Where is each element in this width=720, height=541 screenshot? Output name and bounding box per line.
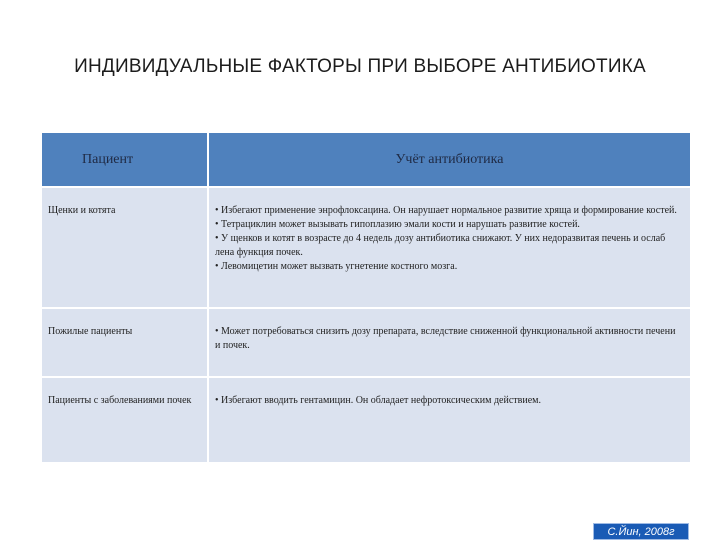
antibiotic-factors-table bbox=[42, 133, 692, 462]
slide-title: ИНДИВИДУАЛЬНЫЕ ФАКТОРЫ ПРИ ВЫБОРЕ АНТИБИОТИКА bbox=[74, 56, 646, 77]
note-line: • У щенков и котят в возрасте до 4 недель дозу антибиотика снижают. У них недоразвитая печень и ослаб лена функция почек. bbox=[215, 233, 666, 258]
patient-cell: Пожилые пациенты bbox=[42, 308, 208, 377]
table-row bbox=[42, 187, 691, 308]
patient-cell: Щенки и котята bbox=[42, 187, 208, 308]
note-line: • Левомицетин может вызвать угнетение костного мозга. bbox=[215, 261, 458, 272]
note-line: • Может потребоваться снизить дозу препарата, вследствие сниженной функциональной активности печени и почек. bbox=[215, 326, 676, 351]
header-patient: Пациент bbox=[42, 133, 208, 187]
notes-cell bbox=[208, 377, 691, 462]
note-line: • Тетрациклин может вызывать гипоплазию эмали кости и нарушать развитие костей. bbox=[215, 219, 580, 230]
notes-cell bbox=[208, 187, 691, 308]
header-antibiotic-consideration: Учёт антибиотика bbox=[208, 133, 691, 187]
author-footer-badge: С.Йин, 2008г bbox=[593, 523, 689, 540]
note-line: • Избегают вводить гентамицин. Он обладает нефротоксическим действием. bbox=[215, 395, 541, 406]
note-line: • Избегают применение энрофлоксацина. Он нарушает нормальное развитие хряща и формирование костей. bbox=[215, 205, 677, 216]
table-row bbox=[42, 308, 691, 377]
table-header-row bbox=[42, 133, 691, 187]
patient-cell: Пациенты с заболеваниями почек bbox=[42, 377, 208, 462]
notes-cell bbox=[208, 308, 691, 377]
table-row bbox=[42, 377, 691, 462]
